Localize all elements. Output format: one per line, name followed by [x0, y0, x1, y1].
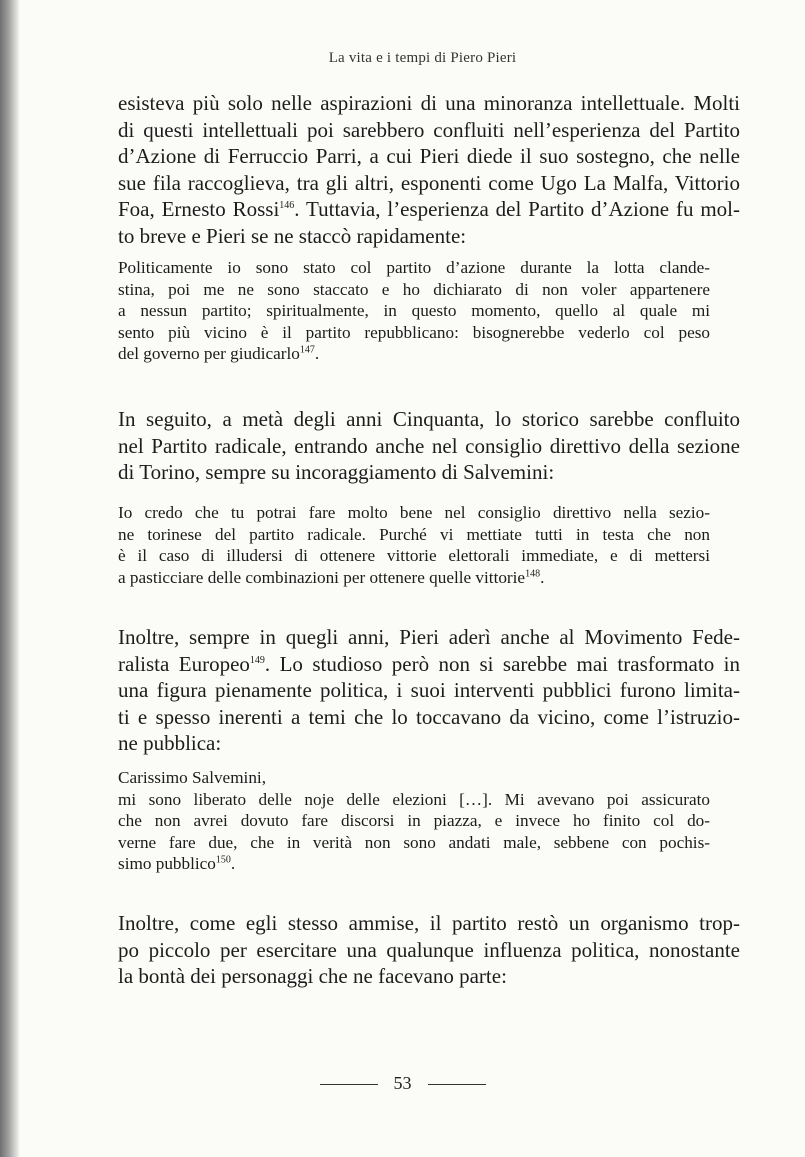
quote-line: Politicamente io sono stato col partito d’azione durante la lotta clande-: [118, 258, 710, 277]
running-header: La vita e i tempi di Piero Pieri: [328, 50, 517, 66]
text-fragment: ralista Europeo: [118, 651, 250, 676]
block-quote-3: [118, 767, 710, 875]
text-line: to breve e Pieri se ne staccò rapidamente:: [118, 223, 467, 248]
paragraph-2: [118, 406, 740, 486]
text-line: sue fila raccoglieva, tra gli altri, esponenti come Ugo La Malfa, Vittorio: [118, 170, 740, 195]
quote-line: ne torinese del partito radicale. Purché vi mettiate tutti in testa che non: [118, 524, 710, 544]
text-line: ne pubblica:: [118, 731, 222, 756]
quote-line: stina, poi me ne sono staccato e ho dichiarato di non voler appartenere: [118, 279, 710, 299]
text-line: Inoltre, come egli stesso ammise, il partito restò un organismo trop-: [118, 911, 740, 935]
block-quote-1: [118, 257, 710, 365]
quote-line: verne fare due, che in verità non sono andati male, sebbene con pochis-: [118, 832, 710, 852]
paragraph-4: [118, 910, 740, 990]
footnote-ref-146: 146: [279, 200, 295, 212]
text-fragment: Foa, Ernesto Rossi: [118, 197, 280, 222]
quote-line: [118, 853, 710, 875]
text-line: In seguito, a metà degli anni Cinquanta, lo storico sarebbe confluito: [118, 407, 740, 431]
block-quote-2: [118, 502, 710, 588]
text-fragment: .: [314, 344, 320, 364]
text-line: nel Partito radicale, entrando anche nel consiglio direttivo della sezione: [118, 433, 740, 458]
text-fragment: . Lo studioso però non si sarebbe mai trasformato in: [264, 651, 740, 676]
quote-line: mi sono liberato delle noje delle elezioni […]. Mi avevano poi assicurato: [118, 789, 710, 809]
footnote-ref-147: 147: [299, 344, 315, 356]
text-fragment: del governo per giudicarlo: [118, 344, 300, 364]
book-spine-shadow: [0, 0, 20, 1157]
text-fragment: a pasticciare delle combinazioni per ottenere quelle vittorie: [118, 567, 526, 587]
text-fragment: . Tuttavia, l’esperienza del Partito d’Azione fu mol-: [294, 197, 740, 222]
footer-rule-left: [320, 1084, 378, 1085]
letter-salutation: Carissimo Salvemini,: [118, 768, 266, 787]
text-line: d’Azione di Ferruccio Parri, a cui Pieri diede il suo sostegno, che nelle: [118, 144, 740, 169]
text-line: di questi intellettuali poi sarebbero confluiti nell’esperienza del Partito: [118, 117, 740, 142]
quote-line: sento più vicino è il partito repubblicano: bisognerebbe vederlo col peso: [118, 322, 710, 342]
text-line: [118, 196, 740, 223]
text-fragment: simo pubblico: [118, 854, 216, 874]
quote-line: è il caso di illudersi di ottenere vittorie elettorali immediate, e di mettersi: [118, 546, 710, 566]
footnote-ref-150: 150: [215, 854, 231, 866]
paragraph-3: [118, 624, 740, 757]
text-line: la bontà dei personaggi che ne facevano parte:: [118, 964, 507, 989]
quote-line: [118, 567, 710, 589]
quote-line: a nessun partito; spiritualmente, in questo momento, quello al quale mi: [118, 301, 710, 321]
text-line: una figura pienamente politica, i suoi interventi pubblici furono limita-: [118, 678, 740, 703]
text-line: di Torino, sempre su incoraggiamento di Salvemini:: [118, 460, 555, 485]
footnote-ref-149: 149: [249, 654, 265, 666]
text-line: po piccolo per esercitare una qualunque influenza politica, nonostante: [118, 937, 740, 962]
page-number: 53: [393, 1073, 412, 1093]
footer-rule-right: [428, 1084, 486, 1085]
text-fragment: .: [540, 567, 545, 587]
text-fragment: .: [230, 854, 236, 874]
footnote-ref-148: 148: [525, 568, 541, 580]
text-line: Inoltre, sempre in quegli anni, Pieri aderì anche al Movimento Fede-: [118, 625, 740, 649]
paragraph-1: [118, 90, 740, 250]
text-line: ti e spesso inerenti a temi che lo toccavano da vicino, come l’istruzio-: [118, 704, 740, 729]
text-line: [118, 651, 740, 678]
page-footer: [0, 1073, 805, 1094]
quote-line: che non avrei dovuto fare discorsi in piazza, e invece ho finito col do-: [118, 811, 710, 831]
quote-line: Io credo che tu potrai fare molto bene nel consiglio direttivo nella sezio-: [118, 503, 710, 522]
text-line: esisteva più solo nelle aspirazioni di una minoranza intellettuale. Molti: [118, 91, 740, 115]
quote-line: [118, 343, 710, 365]
